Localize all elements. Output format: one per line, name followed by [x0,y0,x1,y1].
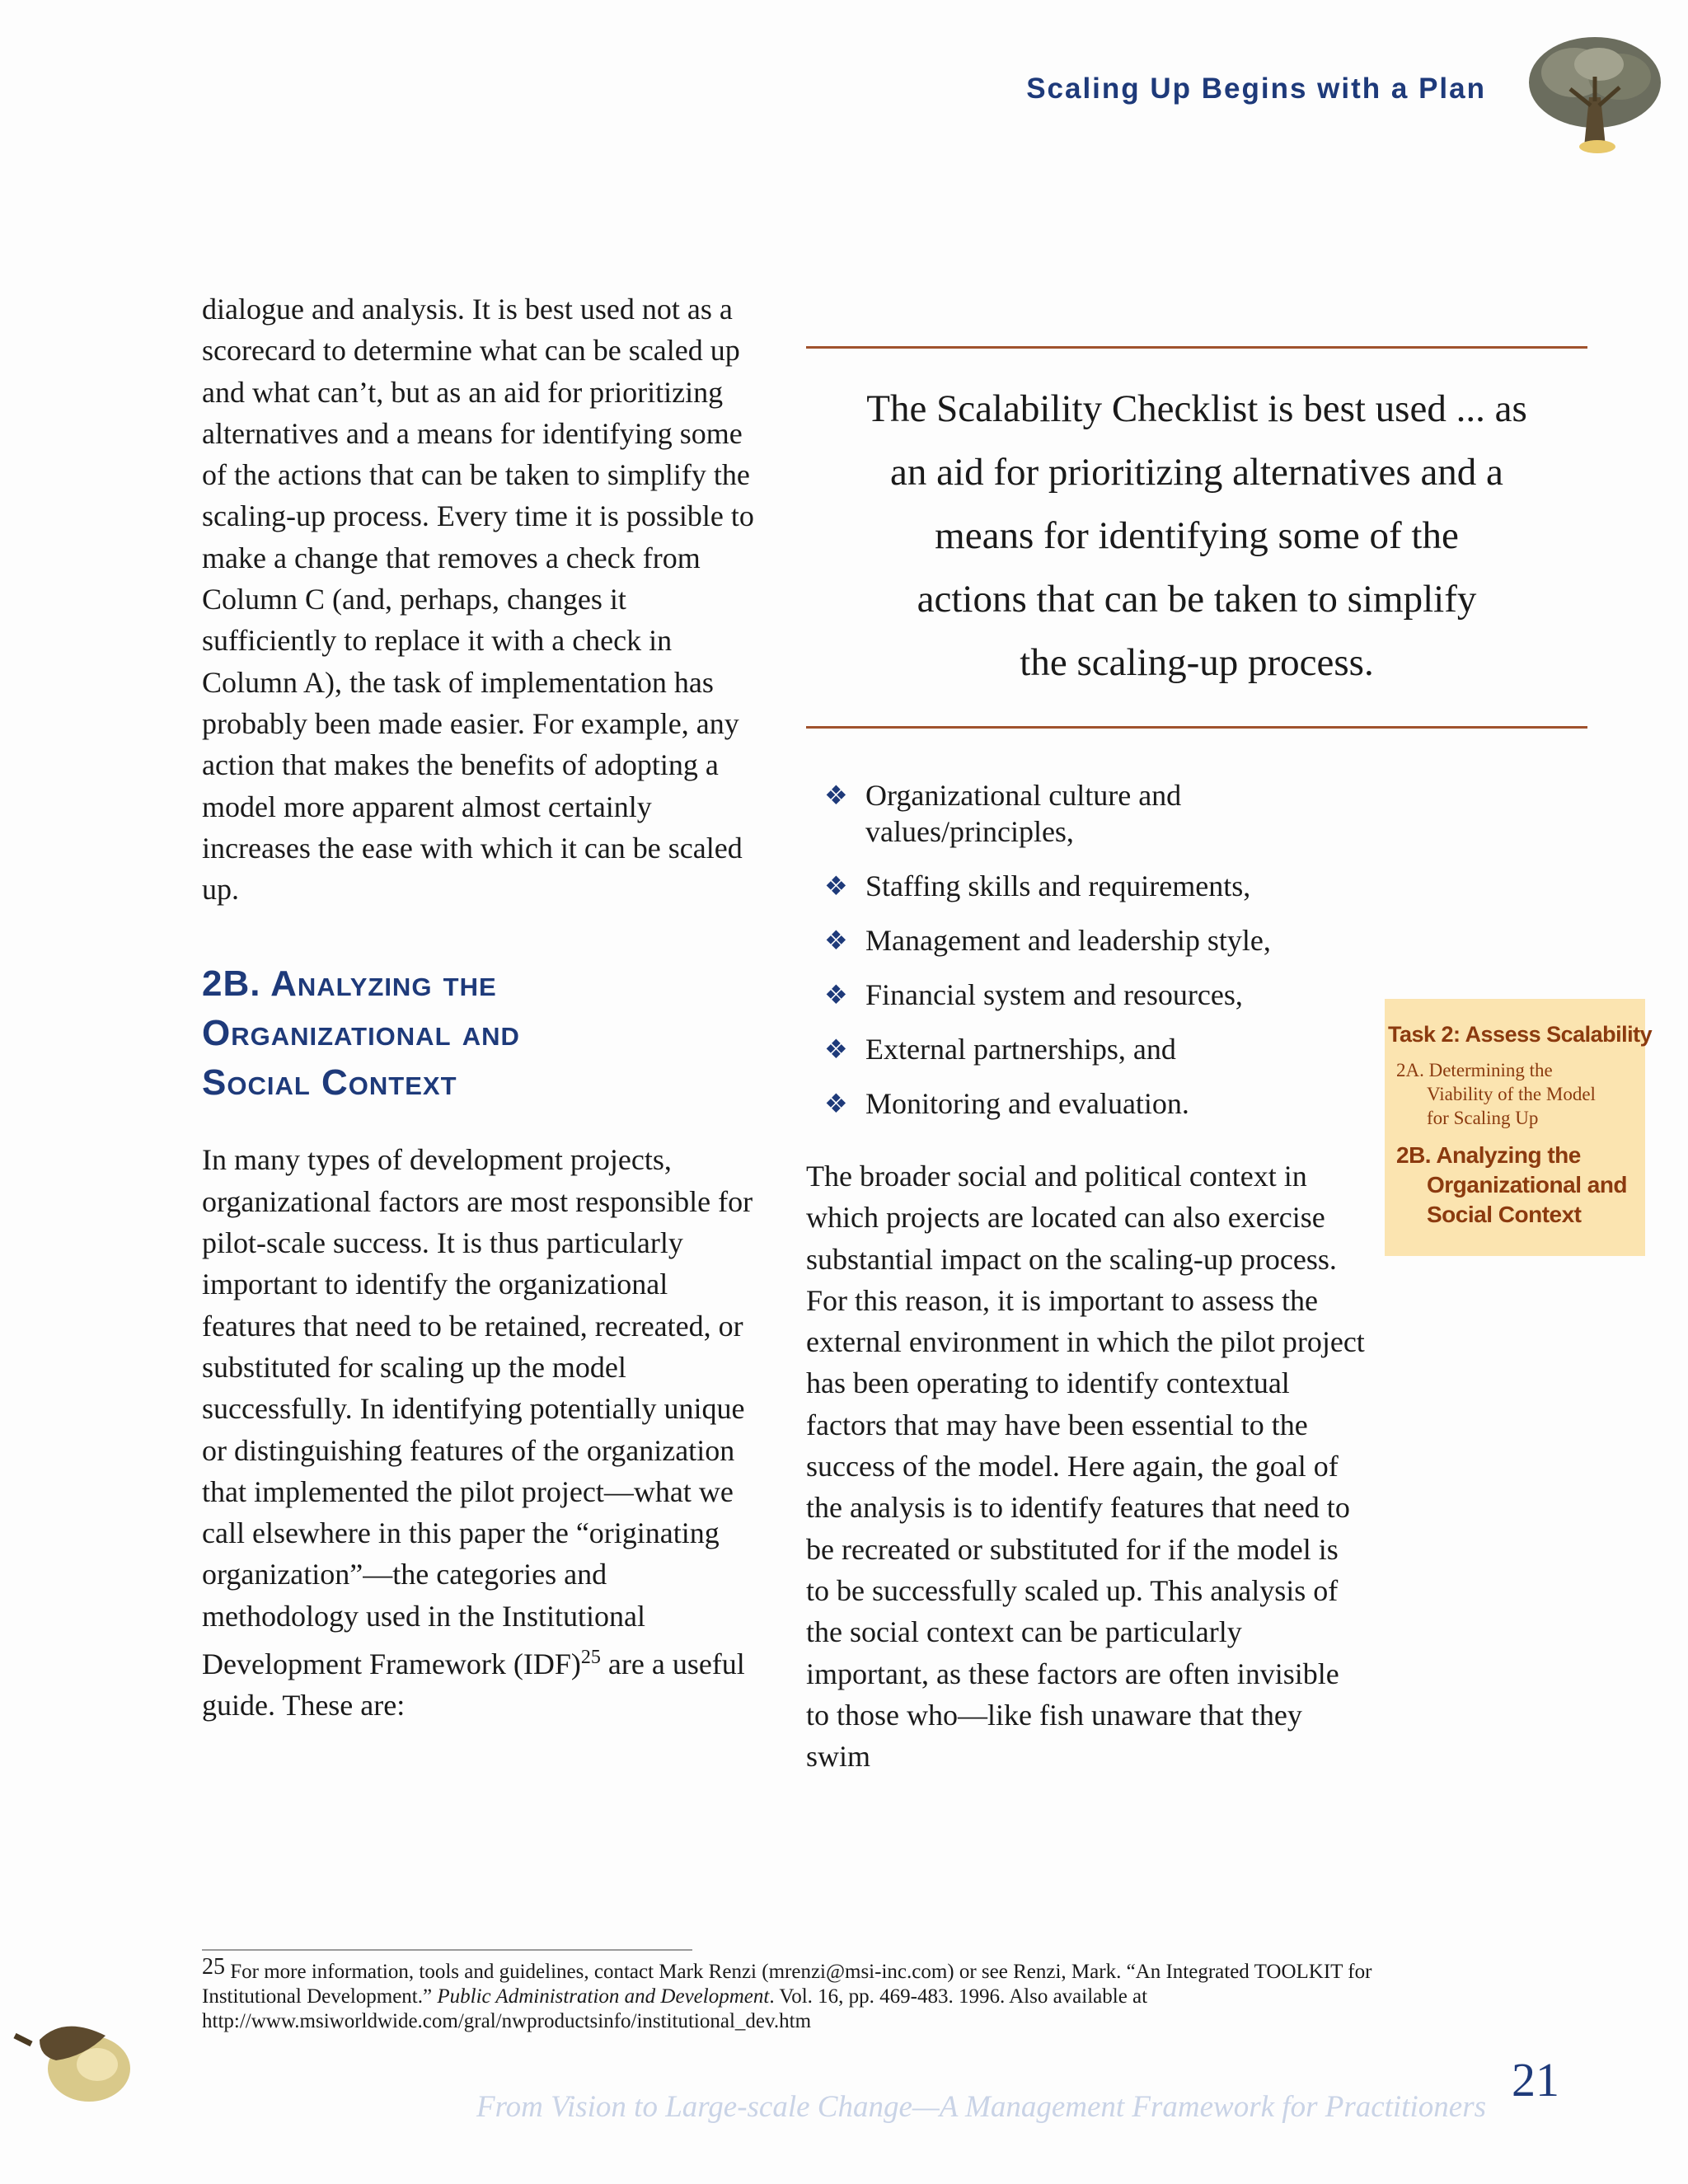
pullquote-line-3: means for identifying some of the [935,514,1459,557]
running-head-title: Scaling Up Begins with a Plan [1026,73,1486,105]
right-column [806,1155,1367,1777]
pullquote-line-4: actions that can be taken to simplify [917,578,1477,621]
diamond-bullet-icon: ❖ [824,980,848,1010]
list-item: ❖ Monitoring and evaluation. [824,1087,1189,1120]
para2-tail: are a useful guide. These are: [202,1647,745,1722]
footnote-rule [202,1949,692,1951]
pullquote [806,377,1587,695]
list-item: ❖ External partnerships, and [824,1033,1176,1066]
left-paragraph-1: dialogue and analysis. It is best used not as a scorecard to determine what can be scaled up and what can’t, but as an aid for prioritizing alternatives and a means for identifying some of the actions that can be taken to simplify the scaling-up process. Every time it is possible to make a change that removes a check from Column C (and, perhaps, changes it sufficiently to replace it with a check in Column A), the task of implementation has probably been made easier. For example, any action that makes the benefits of adopting a model more apparent almost certainly increases the ease with which it can be scaled up. [202,293,754,907]
journal-title: Public Administration and Development [437,1985,770,2008]
pullquote-top-rule [806,346,1587,349]
sidebar-item-2b: 2B. Analyzing the Organizational and Social Context [1396,1142,1628,1227]
heading-line-2: Organizational and [202,1013,520,1054]
list-item: ❖ Financial system and resources, [824,978,1243,1011]
footnote-number: 25 [202,1954,225,1980]
section-heading-2b [202,959,767,1108]
sidebar-title: Task 2: Assess Scalability [1388,1022,1653,1047]
task-sidebar [1385,999,1653,1256]
footnote-ref-25: 25 [580,1647,601,1669]
pullquote-line-5: the scaling-up process. [1020,641,1374,684]
right-paragraph: The broader social and political context in which projects are located can also exercise substantial impact on the scaling-up process. For this reason, it is important to assess the external environment in which the pilot project has been operating to identify contextual factors that may have been essential to the success of the model. Here again, the goal of the analysis is to identify features that need to be recreated or substituted for if the model is to be successfully scaled up. This analysis of the social context can be particularly important, as these factors are often invisible to those who—like fish unaware that they swim [806,1160,1365,1774]
pullquote-line-1: The Scalability Checklist is best used ... as [866,387,1527,430]
acorn-icon [7,1999,138,2106]
left-column [202,288,767,1727]
diamond-bullet-icon: ❖ [824,1089,848,1118]
idf-categories-list [824,777,1352,1140]
pullquote-line-2: an aid for prioritizing alternatives and a [890,451,1503,494]
diamond-bullet-icon: ❖ [824,871,848,901]
list-item: ❖ Organizational culture and values/principles, [824,779,1182,848]
diamond-bullet-icon: ❖ [824,780,848,810]
page-number: 21 [1512,2053,1559,2107]
diamond-bullet-icon: ❖ [824,1034,848,1064]
left-paragraph-2 [202,1139,767,1726]
sidebar-item-2a: 2A. Determining the Viability of the Model for Scaling Up [1396,1060,1596,1128]
heading-line-3: Social Context [202,1062,457,1104]
oak-tree-icon [1525,31,1665,155]
para2-text: In many types of development projects, organizational factors are most responsible for pilot-scale success. It is thus particularly important to identify the organizational features that need to be retained, recreated, or substituted for scaling up the model successfully. In identifying potentially unique or distinguishing features of the organization that implemented the pilot project—what we call elsewhere in this paper the “originating organization”—the categories and methodology used in the Institutional Development Framework (IDF) [202,1143,753,1681]
footnote: $^{25}$ For more information, tools and guidelines, contact Mark Renzi (mrenzi@msi-inc.com) or see Renzi, Mark. “An Integrated TOOLKIT for Institutional Development.” Public Administration and Development. Vol. 16, pp. 469-483. 1996. Also available at http://www.msiworldwide.com/gral/nwproductsinfo/institutional_dev.htm [202,1954,1372,2032]
list-item: ❖ Management and leadership style, [824,924,1271,957]
pullquote-bottom-rule [806,726,1587,729]
diamond-bullet-icon: ❖ [824,926,848,955]
heading-line-1: 2B. Analyzing the [202,963,497,1005]
list-item: ❖ Staffing skills and requirements, [824,869,1251,902]
footer-book-title: From Vision to Large-scale Change—A Management Framework for Practitioners [476,2090,1486,2124]
